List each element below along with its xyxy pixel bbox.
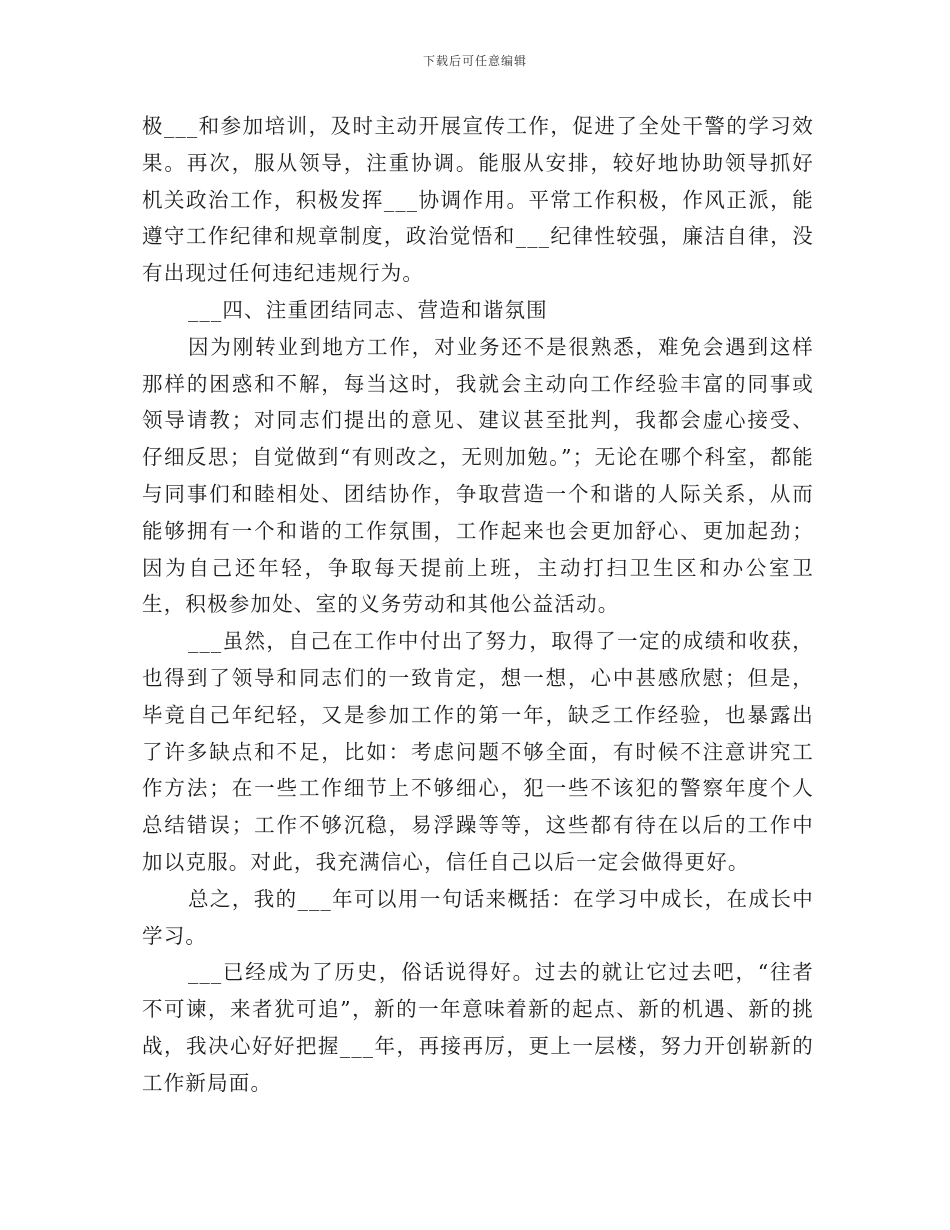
page-header: 下载后可任意编辑 — [422, 54, 527, 68]
paragraph: 总之，我的___年可以用一句话来概括：在学习中成长，在成长中学习。 — [142, 886, 814, 948]
paragraph: ___虽然，自己在工作中付出了努力，取得了一定的成绩和收获，也得到了领导和同志们的一致肯定，想一想，心中甚感欣慰；但是，毕竟自己年纪轻，又是参加工作的第一年，缺乏工作经验，也暴露出了许多缺点和不足，比如：考虑问题不够全面，有时候不注意讲究工作方法；在一些工作细节上不够细心，犯一些不该犯的警察年度个人总结错误；工作不够沉稳，易浮躁等等，这些都有待在以后的工作中加以克服。对此，我充满信心，信任自己以后一定会做得更好。 — [142, 629, 814, 874]
paragraph: ___已经成为了历史，俗话说得好。过去的就让它过去吧，“往者不可谏，来者犹可追”，新的一年意味着新的起点、新的机遇、新的挑战，我决心好好把握___年，再接再厉，更上一层楼，努力开创崭新的工作新局面。 — [142, 960, 814, 1095]
document-body — [142, 108, 814, 1102]
paragraph: 因为刚转业到地方工作，对业务还不是很熟悉，难免会遇到这样那样的困惑和不解，每当这时，我就会主动向工作经验丰富的同事或领导请教；对同志们提出的意见、建议甚至批判，我都会虚心接受、仔细反思；自觉做到“有则改之，无则加勉。”；无论在哪个科室，都能与同事们和睦相处、团结协作，争取营造一个和谐的人际关系，从而能够拥有一个和谐的工作氛围，工作起来也会更加舒心、更加起劲；因为自己还年轻，争取每天提前上班，主动打扫卫生区和办公室卫生，积极参加处、室的义务劳动和其他公益活动。 — [142, 334, 814, 617]
section-heading: ___四、注重团结同志、营造和谐氛围 — [188, 297, 548, 322]
paragraph-continuation: 极___和参加培训，及时主动开展宣传工作，促进了全处干警的学习效果。再次，服从领导，注重协调。能服从安排，较好地协助领导抓好机关政治工作，积极发挥___协调作用。平常工作积极，作风正派，能遵守工作纪律和规章制度，政治觉悟和___纪律性较强，廉洁自律，没有出现过任何违纪违规行为。 — [142, 114, 814, 286]
